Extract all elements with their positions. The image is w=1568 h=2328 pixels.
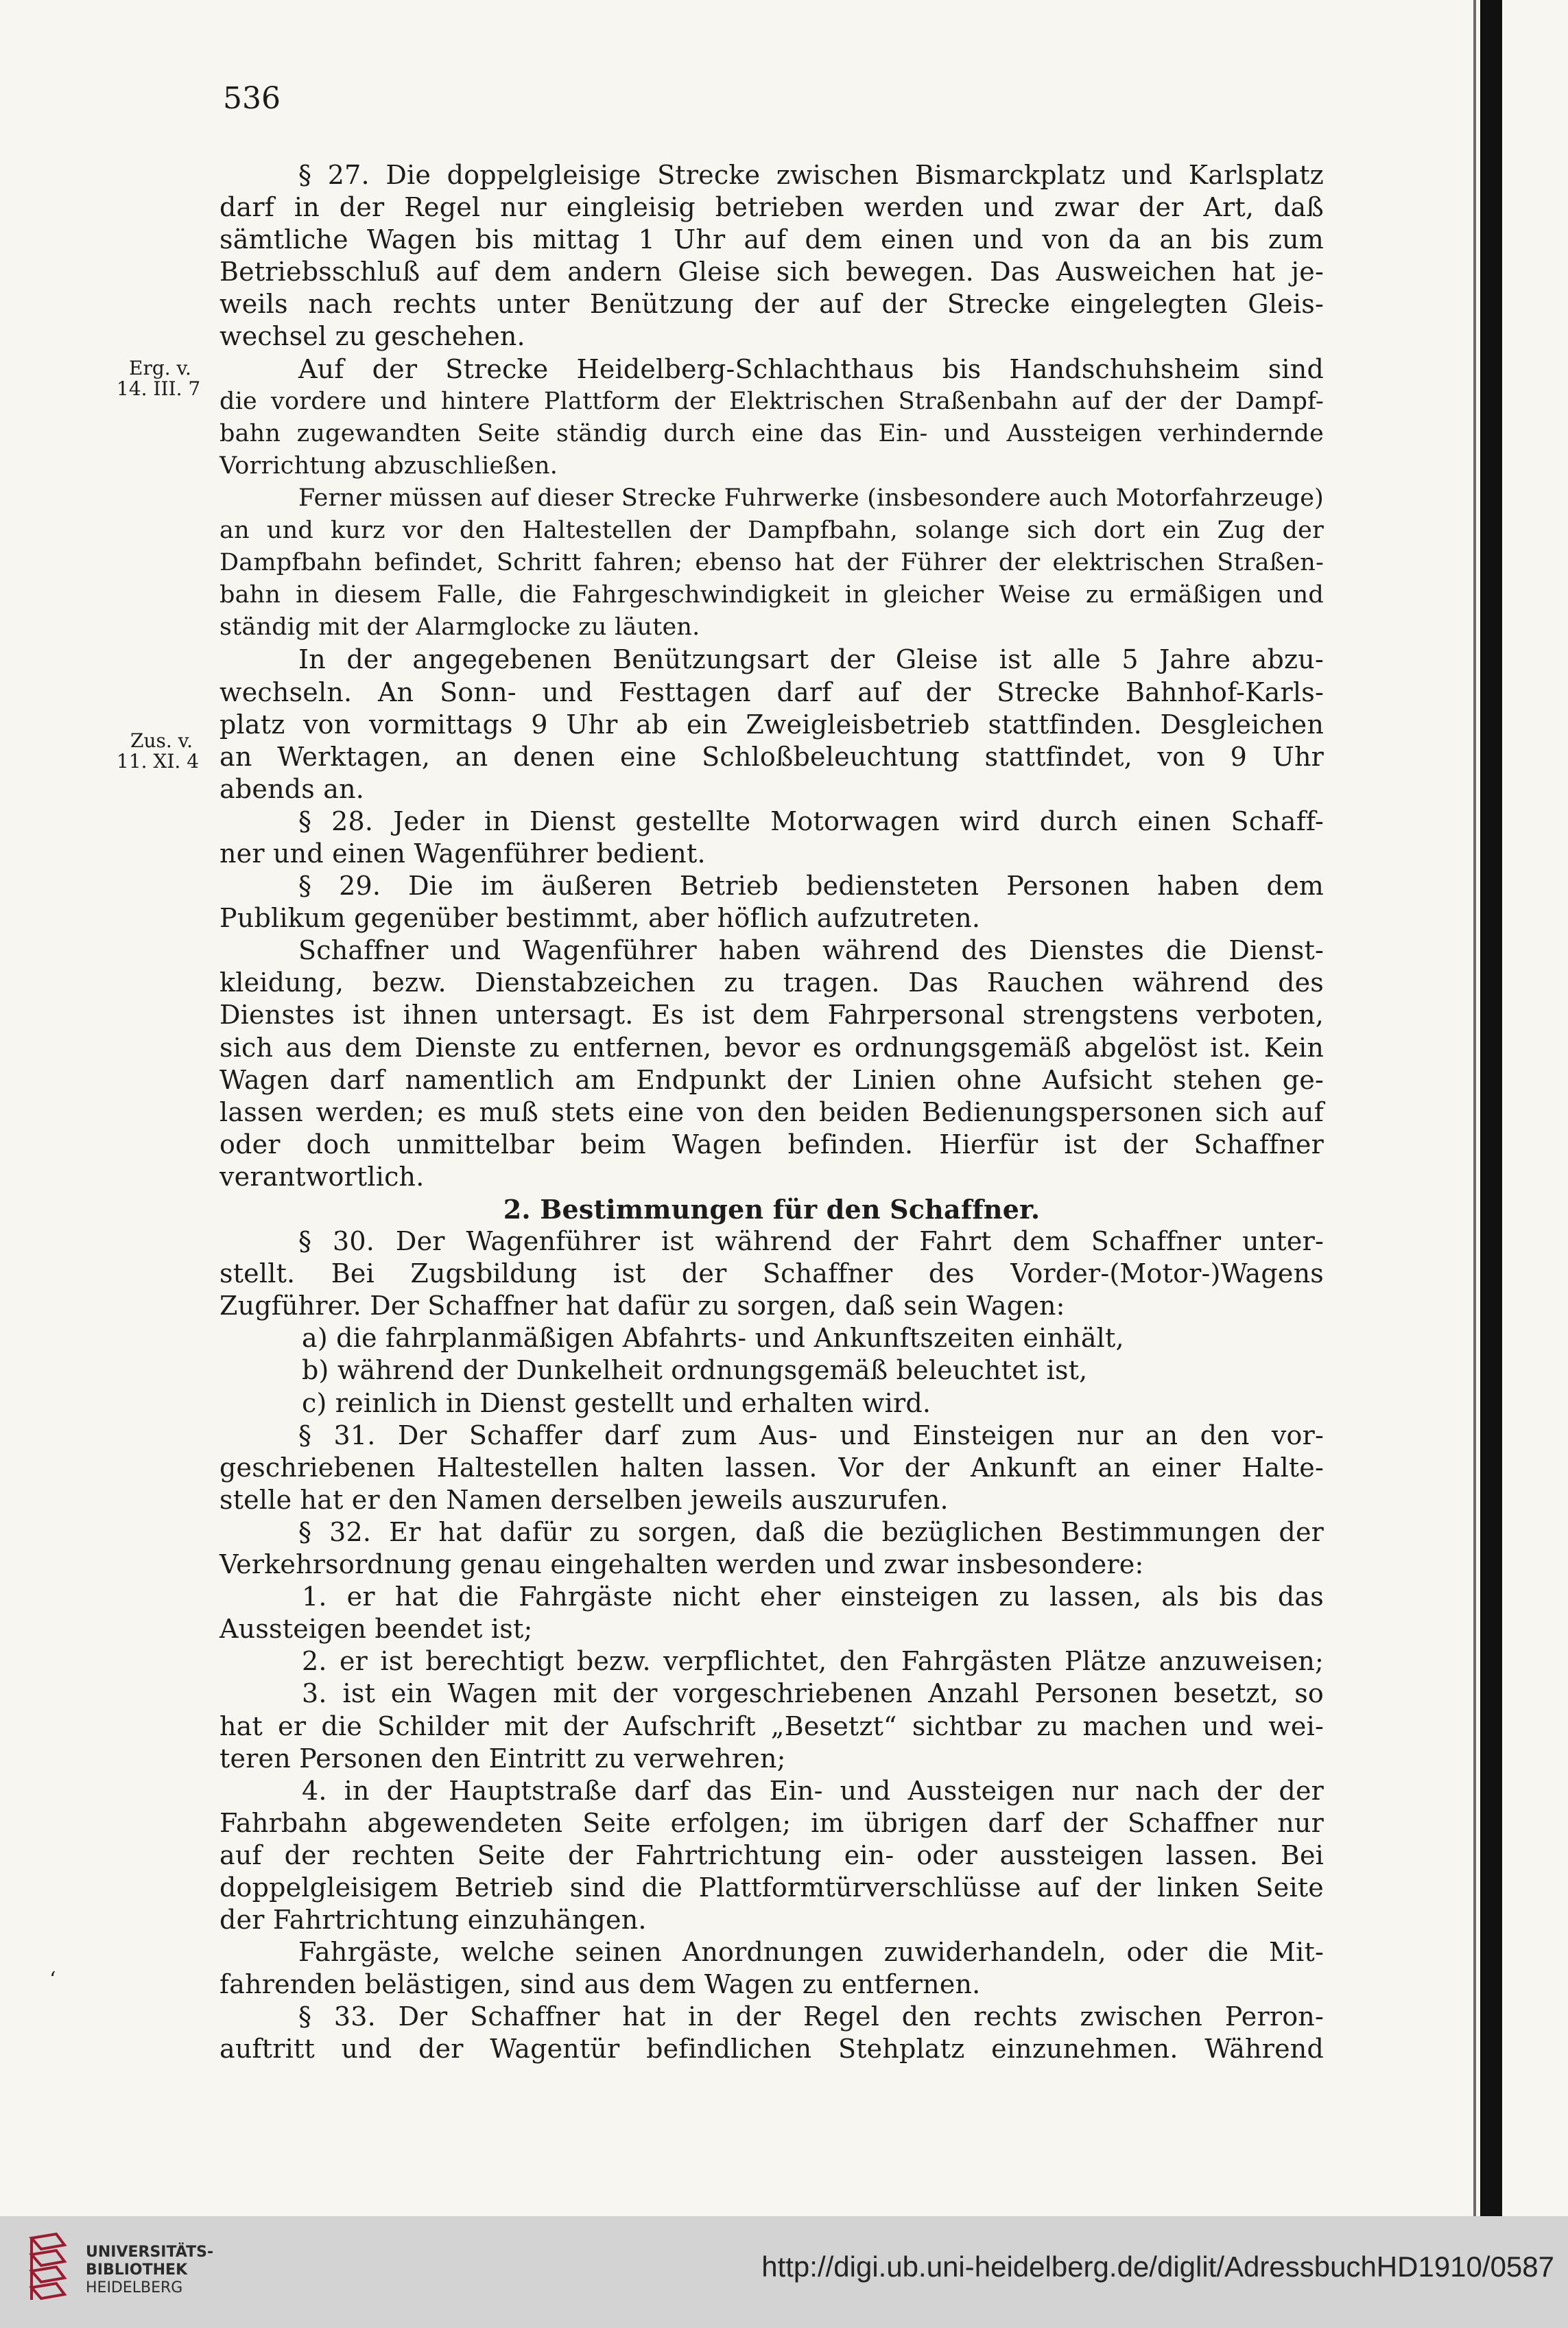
text-line: § 27. Die doppelgleisige Strecke zwischen Bismarckplatz und Karlsplatz [298,160,1324,190]
text-line: Aussteigen beendet ist; [219,1614,533,1645]
text-line: verantwortlich. [219,1161,425,1192]
list-item: c) reinlich in Dienst gestellt und erhalten wird. [302,1387,931,1418]
text-line: platz von vormittags 9 Uhr ab ein Zweigleisbetrieb stattfinden. Desgleichen [219,709,1324,740]
list-item: 2. er ist berechtigt bezw. verpflichtet, den Fahrgästen Plätze anzuweisen; [302,1646,1324,1677]
text-line: Verkehrsordnung genau eingehalten werden und zwar insbesondere: [219,1549,1144,1580]
text-line: sich aus dem Dienste zu entfernen, bevor es ordnungsgemäß abgelöst ist. Kein [219,1032,1324,1063]
text-line: weils nach rechts unter Benützung der auf der Strecke eingelegten Gleis- [219,289,1324,320]
margin-mark: ʻ [49,1968,56,1992]
page-edge-bar [1480,0,1502,2216]
page-number: 536 [223,81,281,116]
text-line: Dienstes ist ihnen untersagt. Es ist dem Fahrpersonal strengstens verboten, [219,1000,1324,1031]
list-item: 1. er hat die Fahrgäste nicht eher einsteigen zu lassen, als bis das [302,1582,1324,1612]
text-line: § 30. Der Wagenführer ist während der Fahrt dem Schaffner unter- [298,1226,1324,1257]
text-line: Dampfbahn befindet, Schritt fahren; ebenso hat der Führer der elektrischen Straßen- [219,549,1324,577]
text-line: Wagen darf namentlich am Endpunkt der Linien ohne Aufsicht stehen ge- [219,1064,1324,1095]
text-line: § 31. Der Schaffer darf zum Aus- und Einsteigen nur an den vor- [298,1420,1324,1450]
library-logo-icon [26,2231,70,2307]
text-line: ständig mit der Alarmglocke zu läuten. [219,613,700,642]
text-line: fahrenden belästigen, sind aus dem Wagen zu entfernen. [219,1969,981,2000]
list-item: 4. in der Hauptstraße darf das Ein- und Aussteigen nur nach der der [302,1775,1324,1806]
text-line: wechseln. An Sonn- und Festtagen darf auf der Strecke Bahnhof-Karls- [219,677,1324,707]
logo-line: HEIDELBERG [86,2279,183,2296]
text-line: ner und einen Wagenführer bedient. [219,838,706,869]
text-line: an Werktagen, an denen eine Schloßbeleuchtung stattfindet, von 9 Uhr [219,741,1324,772]
text-line: auf der rechten Seite der Fahrtrichtung ein- oder aussteigen lassen. Bei [219,1839,1324,1870]
text-line: Fahrgäste, welche seinen Anordnungen zuwiderhandeln, oder die Mit- [298,1937,1324,1968]
margin-note-erg [117,357,201,400]
text-line: an und kurz vor den Haltestellen der Dampfbahn, solange sich dort ein Zug der [219,517,1324,545]
footer-bar [0,2216,1568,2328]
text-line: der Fahrtrichtung einzuhängen. [219,1905,647,1936]
text-line: teren Personen den Eintritt zu verwehren; [219,1743,786,1774]
text-line: auftritt und der Wagentür befindlichen Stehplatz einzunehmen. Während [219,2034,1324,2065]
text-line: Betriebsschluß auf dem andern Gleise sich bewegen. Das Ausweichen hat je- [219,257,1324,287]
margin-note-zus [117,729,200,773]
text-line: darf in der Regel nur eingleisig betrieben werden und zwar der Art, daß [219,192,1324,223]
text-line: die vordere und hintere Plattform der Elektrischen Straßenbahn auf der der Dampf- [219,387,1324,415]
text-line: kleidung, bezw. Dienstabzeichen zu tragen. Das Rauchen während des [219,967,1324,998]
text-line: hat er die Schilder mit der Aufschrift „Besetzt“ sichtbar zu machen und wei- [219,1710,1324,1741]
text-line: geschriebenen Haltestellen halten lassen. Vor der Ankunft an einer Halte- [219,1452,1324,1483]
text-line: § 28. Jeder in Dienst gestellte Motorwagen wird durch einen Schaff- [298,806,1324,836]
text-line: bahn zugewandten Seite ständig durch eine das Ein- und Aussteigen verhindernde [219,419,1324,447]
text-line: bahn in diesem Falle, die Fahrgeschwindigkeit in gleicher Weise zu ermäßigen und [219,581,1324,609]
margin-note-line: Zus. v. [130,729,193,752]
list-item: 3. ist ein Wagen mit der vorgeschriebenen Anzahl Personen besetzt, so [302,1678,1324,1709]
logo-line: BIBLIOTHEK [86,2261,188,2279]
text-line: doppelgleisigem Betrieb sind die Plattformtürverschlüsse auf der linken Seite [219,1872,1324,1903]
logo-line: UNIVERSITÄTS- [86,2244,214,2261]
body-text [219,159,1324,2066]
text-line: abends an. [219,773,365,804]
text-line: wechsel zu geschehen. [219,321,525,352]
text-line: oder doch unmittelbar beim Wagen befinden. Hierfür ist der Schaffner [219,1129,1324,1160]
text-line: Zugführer. Der Schaffner hat dafür zu sorgen, daß sein Wagen: [219,1291,1065,1321]
text-line: Vorrichtung abzuschließen. [219,451,558,480]
page-edge-shadow [1473,0,1476,2216]
text-line: § 29. Die im äußeren Betrieb bediensteten Personen haben dem [298,871,1324,902]
text-line: stelle hat er den Namen derselben jeweils auszurufen. [219,1484,949,1515]
text-line: § 33. Der Schaffner hat in der Regel den rechts zwischen Perron- [298,2001,1324,2032]
list-item: a) die fahrplanmäßigen Abfahrts- und Ankunftszeiten einhält, [302,1323,1124,1354]
source-url-link[interactable]: http://digi.ub.uni-heidelberg.de/diglit/AdressbuchHD1910/0587 [761,2250,1554,2283]
text-line: sämtliche Wagen bis mittag 1 Uhr auf dem einen und von da an bis zum [219,224,1324,255]
text-line: Auf der Strecke Heidelberg-Schlachthaus bis Handschuhsheim sind [298,353,1324,384]
text-line: stellt. Bei Zugsbildung ist der Schaffner des Vorder-(Motor-)Wagens [219,1258,1324,1289]
text-line: Schaffner und Wagenführer haben während des Dienstes die Dienst- [298,935,1324,966]
margin-note-line: 14. III. 7 [117,377,201,400]
library-logo-text [86,2244,213,2297]
text-line: In der angegebenen Benützungsart der Gleise ist alle 5 Jahre abzu- [298,644,1324,675]
text-line: Ferner müssen auf dieser Strecke Fuhrwerke (insbesondere auch Motorfahrzeuge) [298,484,1324,512]
section-heading: 2. Bestimmungen für den Schaffner. [503,1194,1041,1225]
text-line: Publikum gegenüber bestimmt, aber höflich aufzutreten. [219,903,981,934]
margin-note-line: Erg. v. [129,357,191,379]
margin-note-line: 11. XI. 4 [117,750,200,773]
text-line: lassen werden; es muß stets eine von den beiden Bedienungspersonen sich auf [219,1096,1324,1127]
text-line: § 32. Er hat dafür zu sorgen, daß die bezüglichen Bestimmungen der [298,1516,1324,1547]
list-item: b) während der Dunkelheit ordnungsgemäß beleuchtet ist, [302,1355,1088,1386]
text-line: Fahrbahn abgewendeten Seite erfolgen; im übrigen darf der Schaffner nur [219,1807,1324,1838]
